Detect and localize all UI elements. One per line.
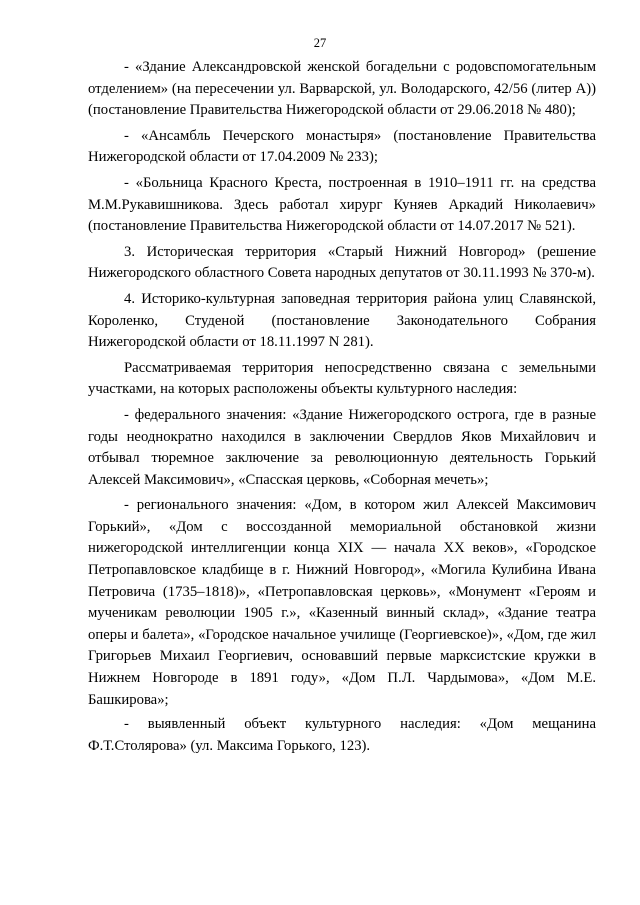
- paragraph-pechersky-monastery: - «Ансамбль Печерского монастыря» (постановление Правительства Нижегородской области от 17.04.2009 № 233);: [88, 127, 596, 166]
- paragraph-historic-territory: 3. Историческая территория «Старый Нижний Новгород» (решение Нижегородского областного Совета народных депутатов от 30.11.1993 № 370-м).: [88, 243, 596, 282]
- paragraph-territory-relation: Рассматриваемая территория непосредственно связана с земельными участками, на которых расположены объекты культурного наследия:: [88, 359, 596, 398]
- paragraph-red-cross-hospital: - «Больница Красного Креста, построенная в 1910–1911 гг. на средства М.М.Рукавишникова. Здесь работал хирург Куняев Аркадий Николаевич» (постановление Правительства Нижегородской области от 14.07.2017 № 521).: [88, 174, 596, 235]
- paragraph-federal-objects: - федерального значения: «Здание Нижегородского острога, где в разные годы неоднократно находился в заключении Свердлов Яков Михайлович и отбывал тюремное заключение за революционную деятельность Горький Алексей Максимович», «Спасская церковь, «Соборная мечеть»;: [88, 406, 596, 488]
- paragraph-regional-objects: - регионального значения: «Дом, в котором жил Алексей Максимович Горький», «Дом с воссозданной мемориальной обстановкой жизни нижегородской интеллигенции конца XIX — начала XX веков», «Городское Петропавловское кладбище в г. Нижний Новгород», «Могила Кулибина Ивана Петровича (1735–1818)», «Петропавловская церковь», «Монумент «Героям и мученикам революции 1905 г.», «Казенный винный склад», «Здание театра оперы и балета», «Городское начальное училище (Георгиевское)», «Дом, где жил Григорьев Михаил Георгиевич, основавший первые марксистские кружки в Нижнем Новгороде в 1891 году», «Дом П.Л. Чардымова», «Дом М.Е. Башкирова»;: [88, 497, 596, 708]
- document-body: [88, 57, 596, 761]
- page-number: 27: [313, 36, 327, 50]
- paragraph-identified-object: - выявленный объект культурного наследия: «Дом мещанина Ф.Т.Столярова» (ул. Максима Горького, 123).: [88, 716, 596, 754]
- paragraph-reserve-territory: 4. Историко-культурная заповедная территория района улиц Славянской, Короленко, Студеной (постановление Законодательного Собрания Нижегородской области от 18.11.1997 N 281).: [88, 290, 596, 351]
- paragraph-aleksandrovskaya-almshouse: - «Здание Александровской женской богадельни с родовспомогательным отделением» (на пересечении ул. Варварской, ул. Володарского, 42/56 (литер А)) (постановление Правительства Нижегородской области от 29.06.2018 № 480);: [88, 59, 596, 119]
